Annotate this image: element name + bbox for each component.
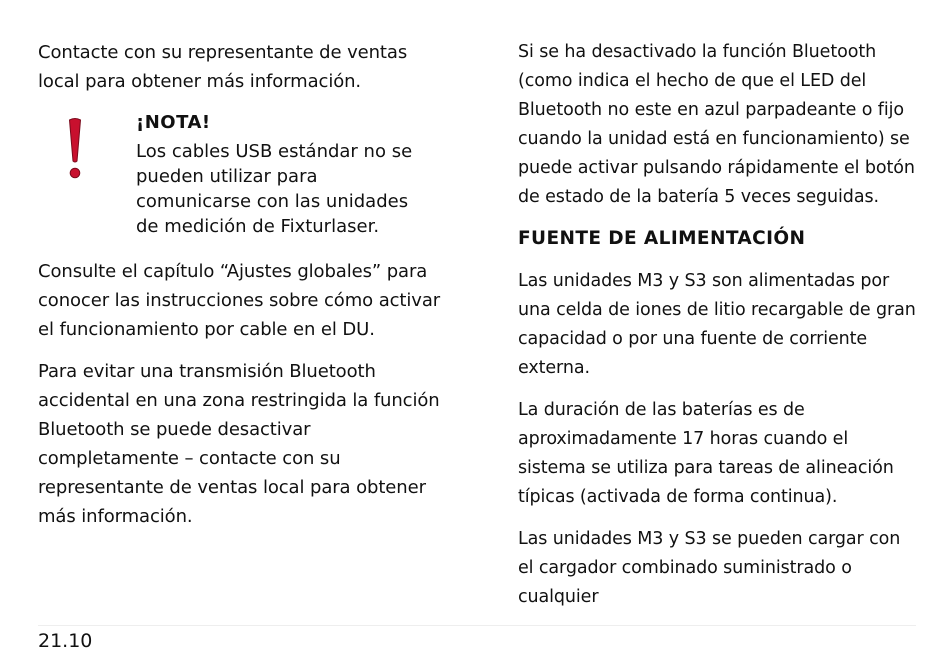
battery-duration-paragraph: La duración de las baterías es de aproximadamente 17 horas cuando el sistema se utiliza para tareas de alineación típicas (activada de forma continua).: [518, 400, 894, 507]
exclamation-warning-icon: [66, 117, 84, 181]
global-settings-paragraph: Consulte el capítulo “Ajustes globales” para conocer las instrucciones sobre cómo activar el funcionamiento por cable en el DU.: [38, 261, 441, 340]
right-column: [518, 38, 918, 625]
footer-divider: [38, 625, 916, 626]
note-title: ¡NOTA!: [136, 112, 211, 133]
left-column: [38, 38, 448, 544]
intro-paragraph: Contacte con su representante de ventas local para obtener más información.: [38, 42, 408, 92]
note-box: [38, 109, 448, 245]
power-supply-heading: FUENTE DE ALIMENTACIÓN: [518, 228, 806, 249]
page-number: 21.10: [38, 630, 93, 652]
charging-paragraph: Las unidades M3 y S3 se pueden cargar con el cargador combinado suministrado o cualquier: [518, 529, 901, 607]
bluetooth-activate-paragraph: Si se ha desactivado la función Bluetooth (como indica el hecho de que el LED del Bluetooth no este en azul parpadeante o fijo cuando la unidad está en funcionamiento) se puede activar pulsando rápidamente el botón de estado de la batería 5 veces seguidas.: [518, 42, 915, 207]
power-source-paragraph: Las unidades M3 y S3 son alimentadas por una celda de iones de litio recargable de gran capacidad o por una fuente de corriente externa.: [518, 271, 916, 378]
bluetooth-disable-paragraph: Para evitar una transmisión Bluetooth accidental en una zona restringida la función Bluetooth se puede desactivar completamente – contacte con su representante de ventas local para obtener más información.: [38, 361, 440, 527]
note-text: Los cables USB estándar no se pueden utilizar para comunicarse con las unidades de medición de Fixturlaser.: [136, 141, 413, 237]
note-body: [136, 109, 436, 239]
